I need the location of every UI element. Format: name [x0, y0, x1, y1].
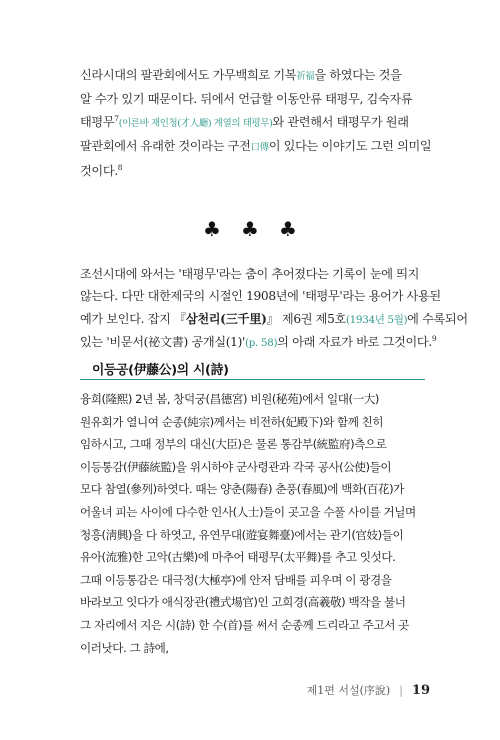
footnote-marker: 8 [117, 162, 123, 172]
club-icon: ♣ [203, 217, 221, 241]
quote-line: 이러낫다. 그 詩에, [80, 640, 169, 655]
text-segment: 이 있다는 이야기도 그런 의미일 [268, 139, 432, 154]
paragraph-1-line: 알 수가 있기 때문이다. 뒤에서 언급할 이동안류 태평무, 김숙자류 [80, 92, 413, 107]
page-ref-gloss: (p. 58) [244, 337, 278, 350]
quote-line: 이등통감(伊藤統監)을 위시하야 군사령관과 각국 공사(公使)들이 [80, 459, 392, 474]
quote-line: 바라보고 잇다가 애식장관(禮式場官)인 고희경(高羲敬) 백작을 불너 [80, 595, 406, 610]
text-segment: 있는 '비문서(祕文書) 공개실(1)' [80, 335, 245, 350]
text-segment: 태평무 [80, 114, 115, 129]
paragraph-1 [80, 64, 432, 182]
text-segment: 신라시대의 팔관회에서도 가무백희로 기복 [80, 68, 297, 82]
hanja-gloss: 口傳 [250, 142, 269, 154]
paragraph-2 [80, 263, 468, 355]
footnote-marker: 9 [431, 334, 437, 344]
quote-line: 모다 참열(參列)하엿다. 때는 양춘(陽春) 춘풍(春風)에 백화(百花)가 [80, 482, 404, 497]
paragraph-2-line [80, 308, 468, 331]
page-footer [0, 682, 430, 698]
text-segment: 을 하였다는 것을 [314, 68, 402, 82]
running-section-title: 제1편 서설(序說) [306, 684, 391, 697]
club-icon: ♣ [241, 217, 259, 241]
quote-line: 그때 이등통감은 대극정(大極亭)에 안저 담배를 피우며 이 광경을 [80, 572, 392, 587]
quote-line: 융희(隆熙) 2년 봄, 창덕궁(昌德宮) 비원(秘苑)에서 일대(一大) [80, 392, 379, 406]
date-gloss: (1934년 5월) [345, 313, 408, 326]
text-segment: 것이다. [80, 163, 118, 178]
section-divider [0, 217, 500, 241]
paragraph-1-line [80, 135, 432, 159]
magazine-title: 삼천리(三千里) [185, 311, 267, 326]
text-segment: 의 아래 자료가 바로 그것이다. [277, 335, 432, 350]
annotation-gloss: (이른바 재인청(才人廳) 계열의 태평무) [118, 117, 273, 129]
text-segment: 와 관련해서 태평무가 원래 [272, 114, 409, 129]
paragraph-1-line [80, 160, 425, 182]
text-segment: 예가 보인다. 잡지 『 [80, 311, 186, 326]
paragraph-2-line: 않는다. 다만 대한제국의 시절인 1908년에 '태평무'라는 용어가 사용된 [80, 289, 441, 304]
club-icon: ♣ [279, 217, 297, 241]
quote-line: 원유회가 열니여 순종(純宗)께서는 비전하(妃殿下)와 함께 친히 [80, 414, 384, 429]
paragraph-1-line [80, 64, 425, 88]
quoted-text [80, 388, 425, 659]
text-segment: 에 수록되어 [407, 311, 468, 326]
paragraph-1-line [80, 111, 425, 135]
hanja-gloss: 祈福 [296, 71, 315, 82]
quote-divider [80, 379, 425, 380]
quote-line: 임하시고, 그때 정부의 대신(大臣)은 물론 통감부(統監府)측으로 [80, 437, 387, 452]
page-number: 19 [411, 683, 430, 698]
quote-line: 청흥(淸興)을 다 하엿고, 유연무대(遊宴舞臺)에서는 관기(官妓)들이 [80, 527, 404, 542]
footer-separator: | [399, 684, 403, 697]
text-segment: 』 제6권 제5호 [266, 311, 346, 326]
text-segment: 팔관회에서 유래한 것이라는 구전 [80, 139, 251, 154]
paragraph-2-line: 조선시대에 와서는 '태평무'라는 춤이 추어졌다는 기록이 눈에 띄지 [80, 267, 420, 281]
paragraph-2-line [80, 331, 437, 354]
quote-line: 유아(流雅)한 고악(古樂)에 마추어 태평무(太平舞)를 추고 잇섯다. [80, 550, 396, 565]
quote-line: 그 자리에서 지은 시(詩) 한 수(首)를 써서 순종께 드리라고 주고서 곳 [80, 617, 409, 632]
footnote-marker: 7 [114, 113, 119, 123]
quote-line: 어울녀 피는 사이에 다수한 인사(人士)들이 곳고을 수풀 사이를 거닐며 [80, 504, 416, 519]
quote-title: 이등공(伊藤公)의 시(詩) [92, 363, 229, 378]
